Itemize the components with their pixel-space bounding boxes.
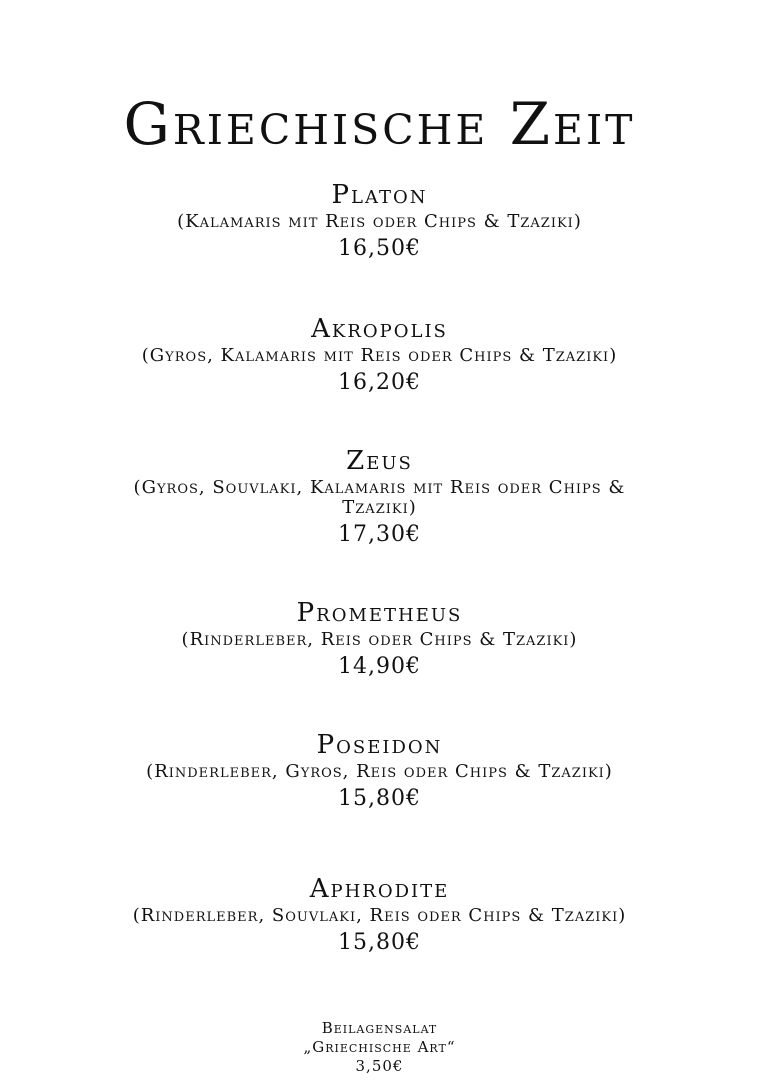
menu-item-name: Aphrodite: [309, 874, 450, 904]
menu-item-description: (Gyros, Souvlaki, Kalamaris mit Reis oder Chips & Tzaziki): [133, 477, 626, 518]
side-salad: [0, 1019, 759, 1076]
menu-title: Griechische Zeit: [123, 90, 636, 158]
menu-item-platon: [0, 180, 759, 263]
menu-item-name: Poseidon: [316, 730, 443, 760]
menu-item-description: (Kalamaris mit Reis oder Chips & Tzaziki): [177, 211, 582, 232]
menu-item-price: 15,80€: [338, 786, 421, 811]
side-salad-style: „Griechische Art“: [303, 1038, 456, 1056]
menu-item-price: 15,80€: [338, 930, 421, 955]
menu-item-name: Akropolis: [311, 314, 448, 344]
menu-item-akropolis: [0, 314, 759, 397]
menu-item-price: 16,50€: [338, 236, 421, 261]
menu-item-name: Prometheus: [296, 598, 463, 628]
menu-item-description: (Rinderleber, Reis oder Chips & Tzaziki): [181, 629, 578, 650]
side-salad-name: Beilagensalat: [321, 1019, 438, 1037]
menu-item-description: (Gyros, Kalamaris mit Reis oder Chips & Tzaziki): [141, 345, 618, 366]
menu-item-price: 14,90€: [338, 654, 421, 679]
menu-item-zeus: [0, 446, 759, 549]
menu-item-name: Zeus: [346, 446, 413, 476]
menu-item-prometheus: [0, 598, 759, 681]
side-salad-price: 3,50€: [355, 1057, 404, 1075]
menu-item-price: 16,20€: [338, 370, 421, 395]
menu-item-price: 17,30€: [338, 522, 421, 547]
menu-item-aphrodite: [0, 874, 759, 957]
menu-item-poseidon: [0, 730, 759, 813]
menu-item-description: (Rinderleber, Gyros, Reis oder Chips & Tzaziki): [146, 761, 613, 782]
menu-item-name: Platon: [331, 180, 428, 210]
menu-item-description: (Rinderleber, Souvlaki, Reis oder Chips & Tzaziki): [132, 905, 627, 926]
